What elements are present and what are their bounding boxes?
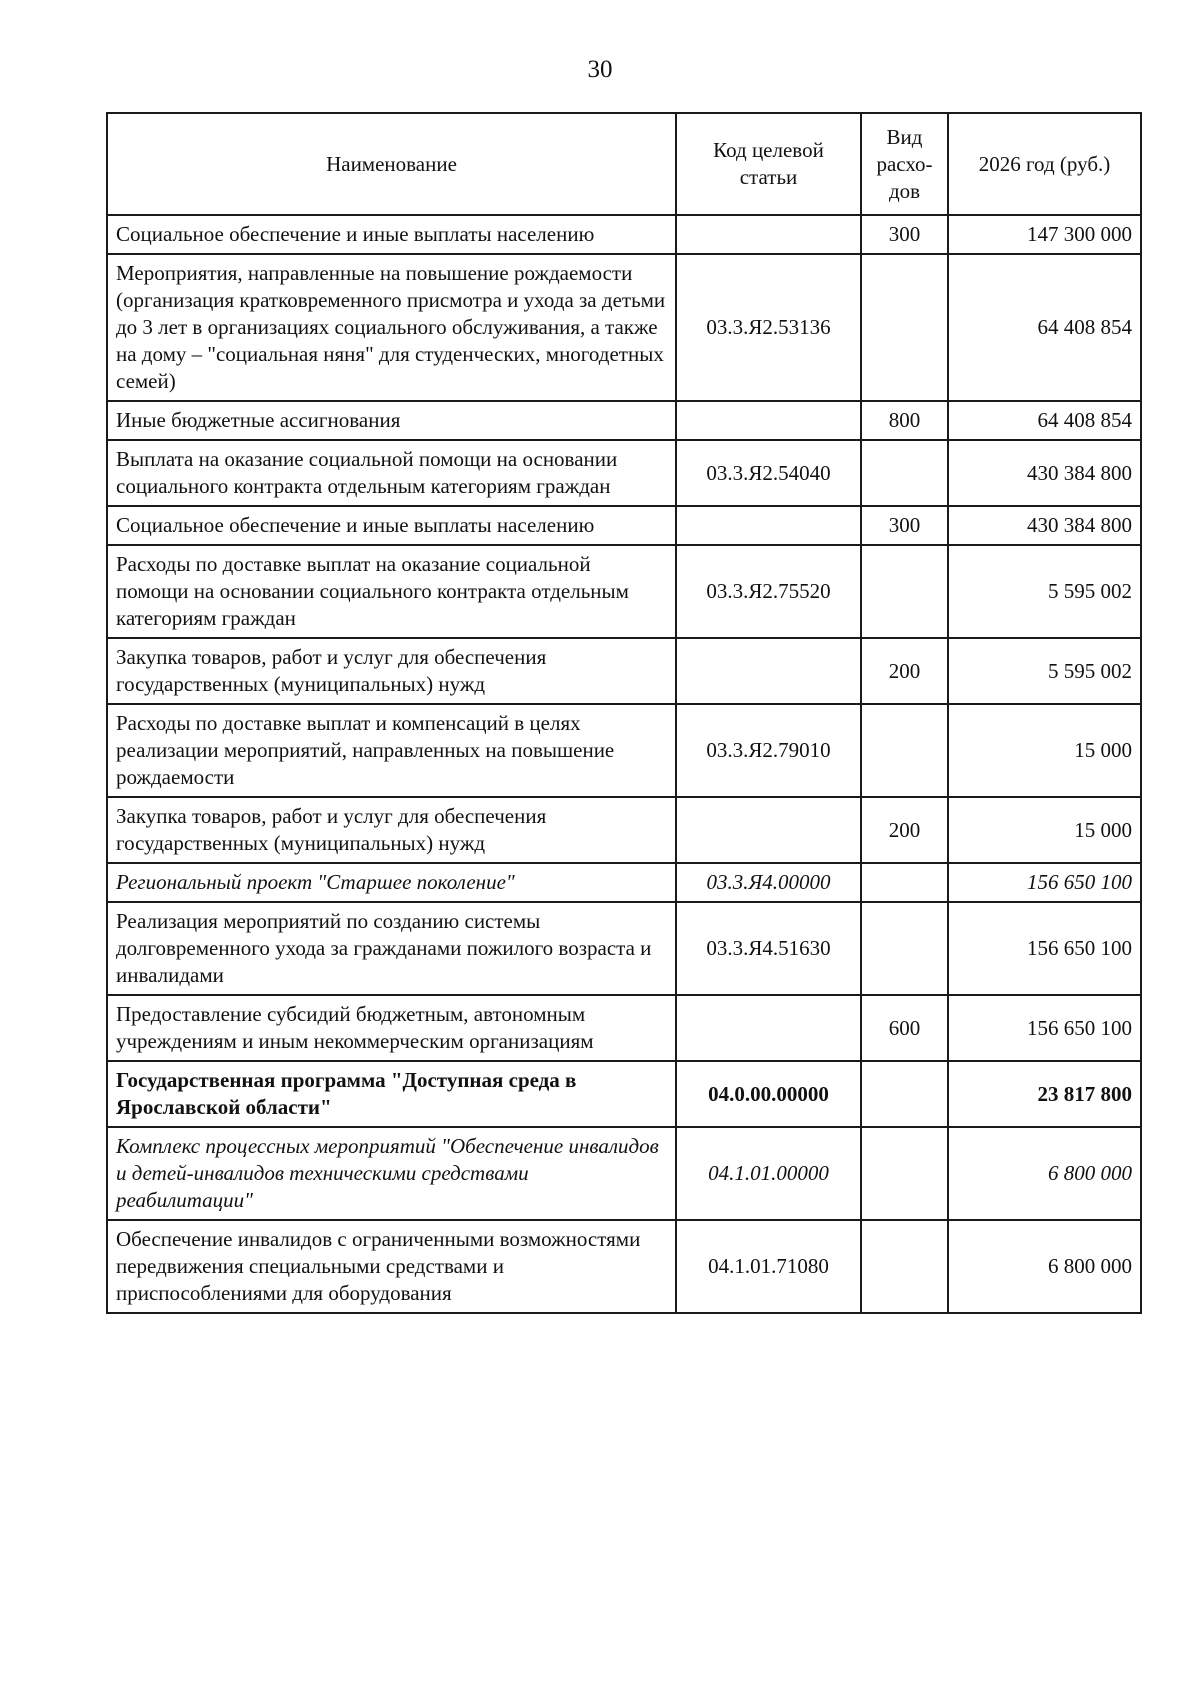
row-expense-type-cell: 300 xyxy=(861,506,948,545)
row-code-cell: 04.1.01.00000 xyxy=(676,1127,861,1220)
row-amount-cell: 23 817 800 xyxy=(948,1061,1141,1127)
table-row xyxy=(107,254,1141,401)
table-row xyxy=(107,401,1141,440)
row-expense-type-cell: 200 xyxy=(861,638,948,704)
row-expense-type-cell xyxy=(861,704,948,797)
row-expense-type-cell xyxy=(861,902,948,995)
header-amount-2026: 2026 год (руб.) xyxy=(948,113,1141,215)
row-expense-type-cell xyxy=(861,545,948,638)
row-amount-cell: 147 300 000 xyxy=(948,215,1141,254)
row-expense-type-cell xyxy=(861,1220,948,1313)
row-name-cell: Выплата на оказание социальной помощи на основании социального контракта отдельным категориям граждан xyxy=(107,440,676,506)
row-code-cell: 03.3.Я2.54040 xyxy=(676,440,861,506)
row-name-cell: Расходы по доставке выплат и компенсаций в целях реализации мероприятий, направленных на повышение рождаемости xyxy=(107,704,676,797)
row-amount-cell: 15 000 xyxy=(948,797,1141,863)
row-name-cell: Социальное обеспечение и иные выплаты населению xyxy=(107,215,676,254)
row-code-cell xyxy=(676,797,861,863)
row-expense-type-cell xyxy=(861,254,948,401)
row-amount-cell: 430 384 800 xyxy=(948,440,1141,506)
row-amount-cell: 64 408 854 xyxy=(948,254,1141,401)
table-row xyxy=(107,995,1141,1061)
table-header-row xyxy=(107,113,1141,215)
header-code: Код целевой статьи xyxy=(676,113,861,215)
table-row xyxy=(107,545,1141,638)
row-code-cell: 04.1.01.71080 xyxy=(676,1220,861,1313)
row-code-cell: 03.3.Я2.53136 xyxy=(676,254,861,401)
budget-table xyxy=(106,112,1142,1314)
row-expense-type-cell: 300 xyxy=(861,215,948,254)
page-number: 30 xyxy=(587,56,613,83)
table-row xyxy=(107,1220,1141,1313)
row-amount-cell: 430 384 800 xyxy=(948,506,1141,545)
row-amount-cell: 156 650 100 xyxy=(948,863,1141,902)
row-expense-type-cell xyxy=(861,440,948,506)
table-row xyxy=(107,704,1141,797)
row-amount-cell: 156 650 100 xyxy=(948,902,1141,995)
row-amount-cell: 6 800 000 xyxy=(948,1220,1141,1313)
row-code-cell xyxy=(676,215,861,254)
header-expense-type: Вид расхо-дов xyxy=(861,113,948,215)
row-expense-type-cell: 600 xyxy=(861,995,948,1061)
row-expense-type-cell xyxy=(861,1061,948,1127)
table-row xyxy=(107,1127,1141,1220)
table-row xyxy=(107,638,1141,704)
row-code-cell: 04.0.00.00000 xyxy=(676,1061,861,1127)
table-row xyxy=(107,1061,1141,1127)
row-amount-cell: 6 800 000 xyxy=(948,1127,1141,1220)
row-code-cell xyxy=(676,401,861,440)
row-code-cell: 03.3.Я2.79010 xyxy=(676,704,861,797)
row-name-cell: Социальное обеспечение и иные выплаты населению xyxy=(107,506,676,545)
row-code-cell: 03.3.Я4.00000 xyxy=(676,863,861,902)
row-code-cell xyxy=(676,995,861,1061)
table-row xyxy=(107,506,1141,545)
row-expense-type-cell xyxy=(861,863,948,902)
row-name-cell: Иные бюджетные ассигнования xyxy=(107,401,676,440)
row-expense-type-cell xyxy=(861,1127,948,1220)
row-amount-cell: 156 650 100 xyxy=(948,995,1141,1061)
row-name-cell: Мероприятия, направленные на повышение рождаемости (организация кратковременного присмотра и ухода за детьми до 3 лет в организациях социального обслуживания, а также на дому – "социальная няня" для студенческих, многодетных семей) xyxy=(107,254,676,401)
row-name-cell: Предоставление субсидий бюджетным, автономным учреждениям и иным некоммерческим организациям xyxy=(107,995,676,1061)
row-name-cell: Расходы по доставке выплат на оказание социальной помощи на основании социального контракта отдельным категориям граждан xyxy=(107,545,676,638)
header-name: Наименование xyxy=(107,113,676,215)
row-amount-cell: 5 595 002 xyxy=(948,545,1141,638)
table-row xyxy=(107,797,1141,863)
row-name-cell: Закупка товаров, работ и услуг для обеспечения государственных (муниципальных) нужд xyxy=(107,638,676,704)
table-row xyxy=(107,902,1141,995)
row-code-cell xyxy=(676,506,861,545)
table-row xyxy=(107,863,1141,902)
row-name-cell: Закупка товаров, работ и услуг для обеспечения государственных (муниципальных) нужд xyxy=(107,797,676,863)
row-name-cell: Обеспечение инвалидов с ограниченными возможностями передвижения специальными средствами и приспособлениями для оборудования xyxy=(107,1220,676,1313)
row-code-cell: 03.3.Я2.75520 xyxy=(676,545,861,638)
row-name-cell: Государственная программа "Доступная среда в Ярославской области" xyxy=(107,1061,676,1127)
row-expense-type-cell: 200 xyxy=(861,797,948,863)
row-amount-cell: 15 000 xyxy=(948,704,1141,797)
row-code-cell: 03.3.Я4.51630 xyxy=(676,902,861,995)
row-name-cell: Региональный проект "Старшее поколение" xyxy=(107,863,676,902)
table-row xyxy=(107,215,1141,254)
table-row xyxy=(107,440,1141,506)
row-expense-type-cell: 800 xyxy=(861,401,948,440)
row-name-cell: Комплекс процессных мероприятий "Обеспечение инвалидов и детей-инвалидов техническими средствами реабилитации" xyxy=(107,1127,676,1220)
row-code-cell xyxy=(676,638,861,704)
row-amount-cell: 5 595 002 xyxy=(948,638,1141,704)
row-name-cell: Реализация мероприятий по созданию системы долговременного ухода за гражданами пожилого возраста и инвалидами xyxy=(107,902,676,995)
row-amount-cell: 64 408 854 xyxy=(948,401,1141,440)
